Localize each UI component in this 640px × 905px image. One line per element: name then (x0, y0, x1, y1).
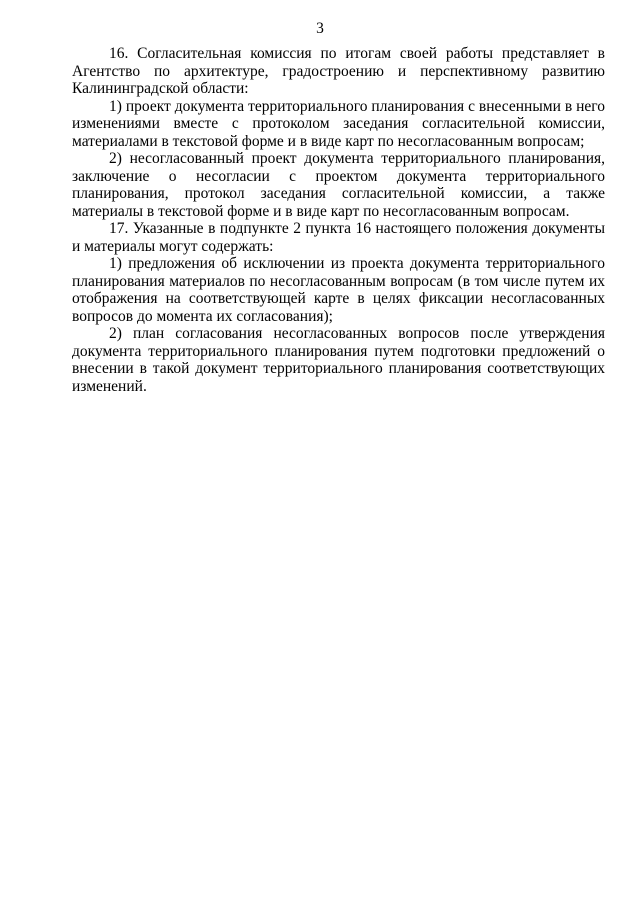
paragraph-17: 17. Указанные в подпункте 2 пункта 16 настоящего положения документы и материалы могут содержать: (72, 220, 605, 255)
paragraph-16-item-1: 1) проект документа территориального планирования с внесенными в него изменениями вместе с протоколом заседания согласительной комиссии, материалами в текстовой форме и в виде карт по несогласованным вопросам; (72, 97, 605, 150)
paragraph-16: 16. Согласительная комиссия по итогам своей работы представляет в Агентство по архитектуре, градостроению и перспективному развитию Калининградской области: (72, 45, 605, 97)
paragraph-16-item-2: 2) несогласованный проект документа территориального планирования, заключение о несогласии с проектом документа территориального планирования, протокол заседания согласительной комиссии, а также материалы в текстовой форме и в виде карт по несогласованным вопросам. (72, 150, 605, 220)
paragraph-17-item-1: 1) предложения об исключении из проекта документа территориального планирования материалов по несогласованным вопросам (в том числе путем их отображения на соответствующей карте в целях фиксации несогласованных вопросов до момента их согласования); (72, 255, 605, 325)
document-body (72, 45, 605, 395)
paragraph-17-item-2: 2) план согласования несогласованных вопросов после утверждения документа территориального планирования путем подготовки предложений о внесении в такой документ территориального планирования соответствующих изменений. (72, 325, 605, 395)
page-number: 3 (316, 20, 324, 37)
